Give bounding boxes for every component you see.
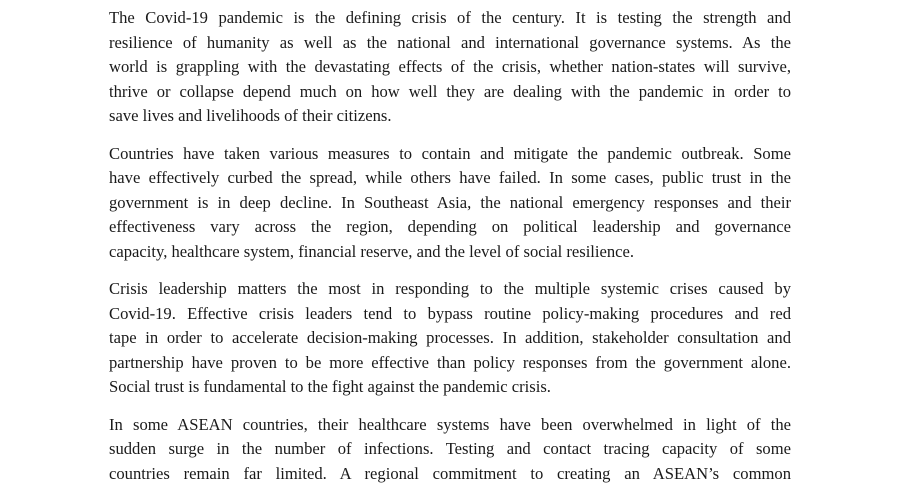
text-line: save lives and livelihoods of their citizens. <box>109 106 392 125</box>
text-line: effectiveness vary across the region, depending on political leadership and governance <box>109 217 791 236</box>
paragraph-2 <box>109 142 791 265</box>
text-line: Countries have taken various measures to contain and mitigate the pandemic outbreak. Some <box>109 143 791 163</box>
paragraph-4 <box>109 413 791 487</box>
text-line: thrive or collapse depend much on how well they are dealing with the pandemic in order to <box>109 81 791 101</box>
text-line: Social trust is fundamental to the fight against the pandemic crisis. <box>109 377 551 396</box>
text-line: Covid-19. Effective crisis leaders tend to bypass routine policy-making procedures and red <box>109 303 791 323</box>
text-line: tape in order to accelerate decision-making processes. In addition, stakeholder consultation and <box>109 328 791 347</box>
text-line: capacity, healthcare system, financial reserve, and the level of social resilience. <box>109 241 635 261</box>
text-line: have effectively curbed the spread, while others have failed. In some cases, public trust in the <box>109 168 791 187</box>
text-line: world is grappling with the devastating effects of the crisis, whether nation-states will survive, <box>109 57 791 76</box>
paragraph-1 <box>109 6 791 129</box>
text-line: countries remain far limited. A regional commitment to creating an ASEAN’s common <box>109 463 791 483</box>
text-line: The Covid-19 pandemic is the defining crisis of the century. It is testing the strength and <box>109 8 791 27</box>
text-line: sudden surge in the number of infections. Testing and contact tracing capacity of some <box>109 439 791 458</box>
text-line: In some ASEAN countries, their healthcare systems have been overwhelmed in light of the <box>109 414 791 434</box>
text-line: Crisis leadership matters the most in responding to the multiple systemic crises caused by <box>109 279 791 298</box>
text-line: partnership have proven to be more effective than policy responses from the government alone. <box>109 352 791 372</box>
text-line: resilience of humanity as well as the national and international governance systems. As the <box>109 32 791 52</box>
body-text <box>109 6 791 499</box>
text-line: government is in deep decline. In Southeast Asia, the national emergency responses and their <box>109 192 791 212</box>
paragraph-3 <box>109 277 791 400</box>
